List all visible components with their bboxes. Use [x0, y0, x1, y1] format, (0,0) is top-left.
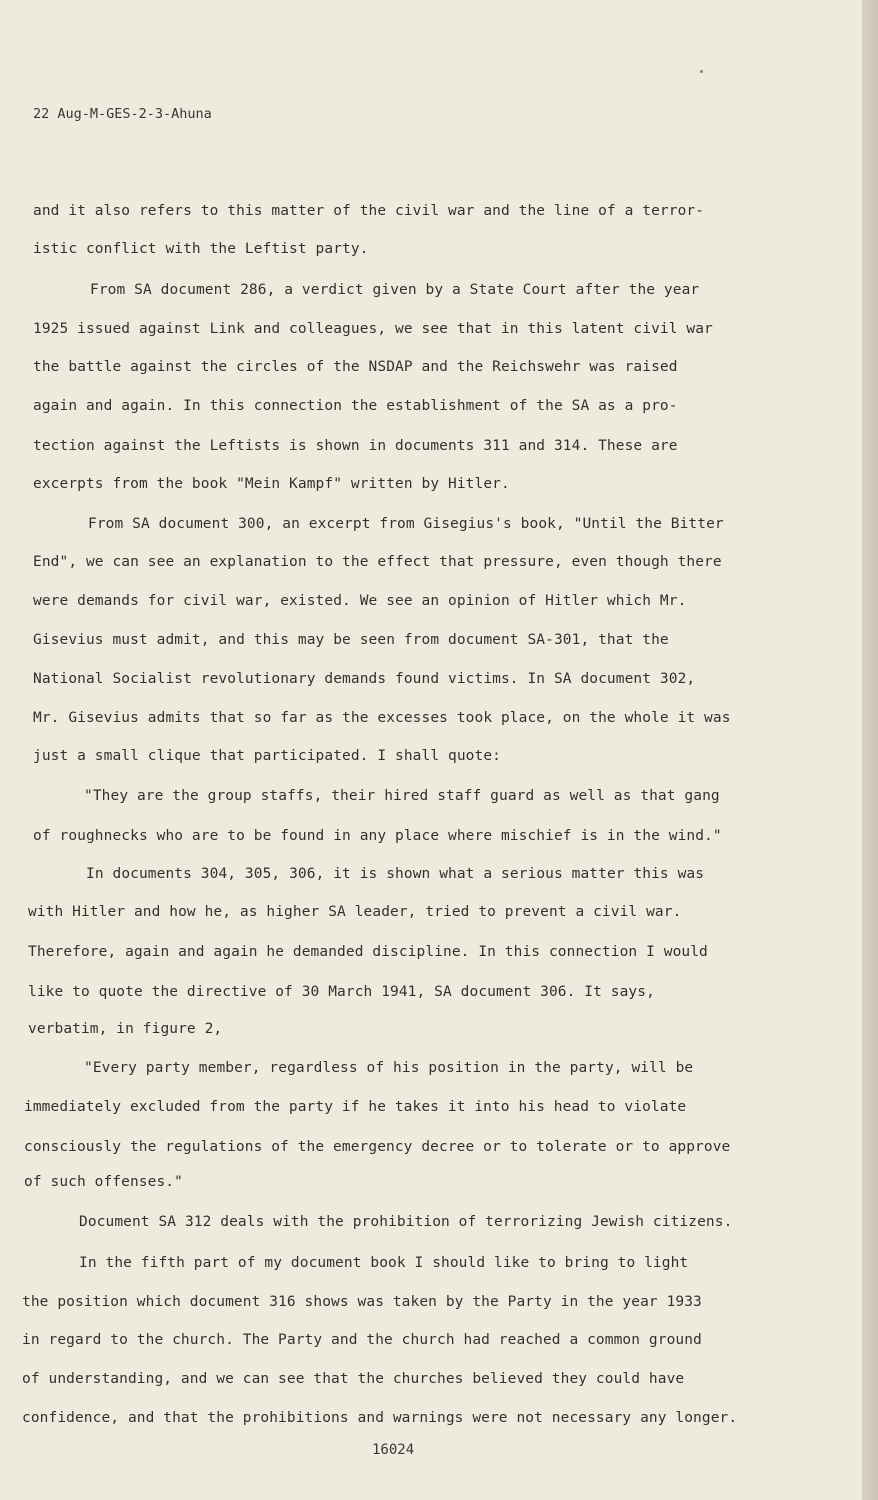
text-line: Therefore, again and again he demanded discipline. In this connection I would: [28, 944, 708, 960]
text-line: In documents 304, 305, 306, it is shown what a serious matter this was: [86, 866, 705, 882]
text-line: verbatim, in figure 2,: [28, 1021, 223, 1037]
quote-line: consciously the regulations of the emergency decree or to tolerate or to approve: [24, 1139, 731, 1155]
text-line: 1925 issued against Link and colleagues, we see that in this latent civil war: [33, 321, 713, 337]
quote-line: of roughnecks who are to be found in any place where mischief is in the wind.": [33, 828, 722, 844]
text-line: of understanding, and we can see that the churches believed they could have: [22, 1371, 685, 1387]
text-line: Mr. Gisevius admits that so far as the excesses took place, on the whole it was: [33, 710, 731, 726]
text-line: the battle against the circles of the NSDAP and the Reichswehr was raised: [33, 359, 678, 375]
text-line: Gisevius must admit, and this may be seen from document SA-301, that the: [33, 632, 669, 648]
paper-speck: [700, 70, 703, 73]
text-line: the position which document 316 shows was taken by the Party in the year 1933: [22, 1294, 702, 1310]
text-line: were demands for civil war, existed. We see an opinion of Hitler which Mr.: [33, 593, 687, 609]
text-line: again and again. In this connection the establishment of the SA as a pro-: [33, 398, 678, 414]
text-line: tection against the Leftists is shown in documents 311 and 314. These are: [33, 438, 678, 454]
quote-line: "They are the group staffs, their hired staff guard as well as that gang: [84, 788, 720, 804]
text-line: Document SA 312 deals with the prohibition of terrorizing Jewish citizens.: [79, 1214, 733, 1230]
page-number: 16024: [372, 1442, 415, 1458]
text-line: In the fifth part of my document book I should like to bring to light: [79, 1255, 689, 1271]
quote-line: "Every party member, regardless of his position in the party, will be: [84, 1060, 694, 1076]
text-line: with Hitler and how he, as higher SA leader, tried to prevent a civil war.: [28, 904, 682, 920]
document-reference: 22 Aug-M-GES-2-3-Ahuna: [33, 106, 212, 122]
text-line: End", we can see an explanation to the effect that pressure, even though there: [33, 554, 722, 570]
text-line: like to quote the directive of 30 March 1941, SA document 306. It says,: [28, 984, 655, 1000]
quote-line: of such offenses.": [24, 1174, 183, 1190]
text-line: National Socialist revolutionary demands found victims. In SA document 302,: [33, 671, 696, 687]
text-line: From SA document 300, an excerpt from Gisegius's book, "Until the Bitter: [88, 516, 724, 532]
text-line: istic conflict with the Leftist party.: [33, 241, 369, 257]
text-line: just a small clique that participated. I shall quote:: [33, 748, 501, 764]
text-line: in regard to the church. The Party and the church had reached a common ground: [22, 1332, 702, 1348]
page-edge: [862, 0, 878, 1500]
text-line: From SA document 286, a verdict given by a State Court after the year: [90, 282, 700, 298]
text-line: and it also refers to this matter of the civil war and the line of a terror-: [33, 203, 705, 219]
quote-line: immediately excluded from the party if he takes it into his head to violate: [24, 1099, 687, 1115]
text-line: confidence, and that the prohibitions and warnings were not necessary any longer.: [22, 1410, 738, 1426]
text-line: excerpts from the book "Mein Kampf" written by Hitler.: [33, 476, 510, 492]
